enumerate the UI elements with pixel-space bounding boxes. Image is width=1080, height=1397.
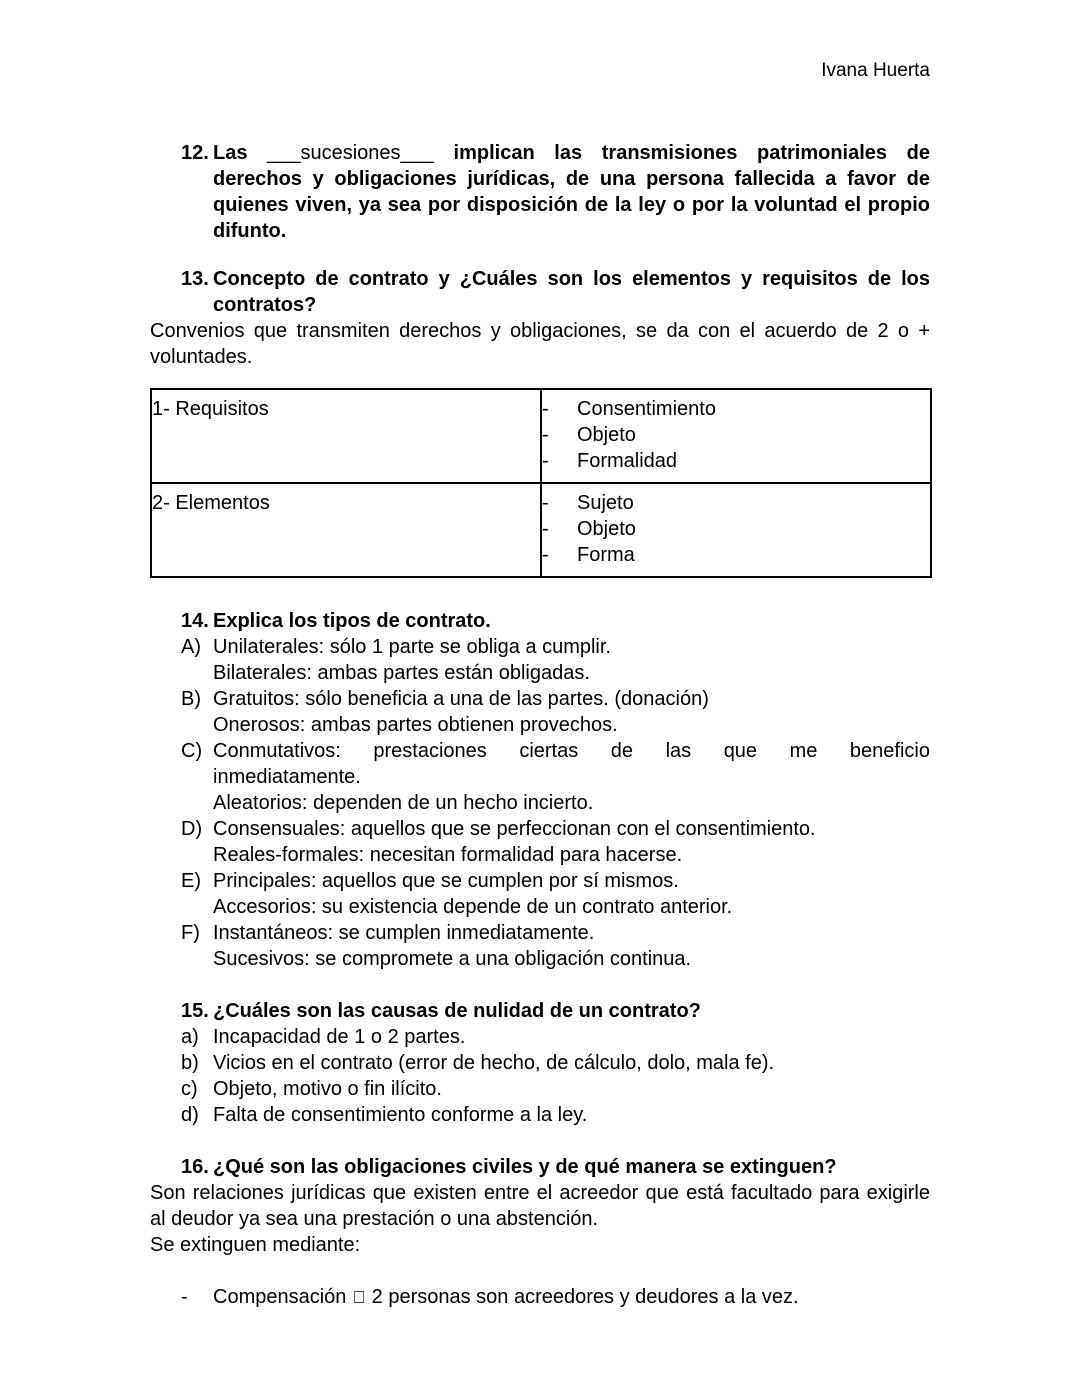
- table-row: [151, 483, 931, 577]
- list-item-text: [213, 634, 930, 686]
- table-item-text: Forma: [577, 544, 635, 566]
- list-item-E: [181, 868, 930, 920]
- question-12-lead: Las: [213, 142, 248, 164]
- list-item-c: [181, 1076, 930, 1102]
- list-item-label: c): [181, 1078, 198, 1100]
- line: Unilaterales: sólo 1 parte se obliga a cumplir.: [213, 636, 611, 658]
- line: Aleatorios: dependen de un hecho incierto.: [213, 792, 594, 814]
- table-item-text: Objeto: [577, 518, 636, 540]
- line: Consensuales: aquellos que se perfeccionan con el consentimiento.: [213, 818, 816, 840]
- line: inmediatamente.: [213, 766, 361, 788]
- line: Accesorios: su existencia depende de un contrato anterior.: [213, 896, 733, 918]
- table-list-item: [542, 542, 930, 568]
- table-list-item: [542, 448, 930, 474]
- list-item-B: [181, 686, 930, 738]
- list-item-text: [213, 738, 930, 816]
- extincion-bullet-item: [181, 1284, 930, 1310]
- question-16-subline: Se extinguen mediante:: [150, 1234, 361, 1256]
- dash-bullet: -: [542, 518, 549, 540]
- page-header-author: Ivana Huerta: [821, 60, 930, 81]
- table-row: [151, 389, 931, 483]
- line: Reales-formales: necesitan formalidad para hacerse.: [213, 844, 683, 866]
- list-item-D: [181, 816, 930, 868]
- question-15-number: 15.: [181, 1000, 209, 1022]
- question-15-heading: [181, 998, 930, 1024]
- question-12-body: implican las transmisiones patrimoniales de derechos y obligaciones jurídicas, de una persona fallecida a favor de quienes viven, ya sea por disposición de la ley o por la voluntad el propio difunto.: [213, 142, 930, 242]
- line: Vicios en el contrato (error de hecho, de cálculo, dolo, mala fe).: [213, 1052, 775, 1074]
- dash-bullet: -: [542, 492, 549, 514]
- line: Principales: aquellos que se cumplen por sí mismos.: [213, 870, 679, 892]
- table-item-text: Sujeto: [577, 492, 634, 514]
- table-item-text: Formalidad: [577, 450, 678, 472]
- question-16-number: 16.: [181, 1156, 209, 1178]
- list-item-C: [181, 738, 930, 816]
- question-12: [181, 140, 930, 244]
- question-16-title: ¿Qué son las obligaciones civiles y de qué manera se extinguen?: [213, 1156, 837, 1178]
- line: Bilaterales: ambas partes están obligadas.: [213, 662, 590, 684]
- bullet-post-text: 2 personas son acreedores y deudores a la vez.: [371, 1286, 799, 1308]
- question-13-heading: [181, 266, 930, 318]
- line: Gratuitos: sólo beneficia a una de las partes. (donación): [213, 688, 709, 710]
- list-item-d: [181, 1102, 930, 1128]
- question-14-title: Explica los tipos de contrato.: [213, 610, 491, 632]
- table-list-item: [542, 396, 930, 422]
- line: Onerosos: ambas partes obtienen provechos.: [213, 714, 618, 736]
- row-heading: 2- Elementos: [152, 492, 270, 514]
- dash-bullet: -: [542, 398, 549, 420]
- list-item-text: [213, 686, 930, 738]
- table-list-item: [542, 422, 930, 448]
- question-13-answer: Convenios que transmiten derechos y obligaciones, se da con el acuerdo de 2 o + voluntades.: [150, 320, 930, 368]
- question-13-number: 13.: [181, 268, 209, 290]
- requisitos-elementos-table: [150, 388, 932, 578]
- question-12-number: 12.: [181, 142, 209, 164]
- list-item-label: A): [181, 636, 201, 658]
- line: Incapacidad de 1 o 2 partes.: [213, 1026, 466, 1048]
- list-item-label: B): [181, 688, 201, 710]
- line: Sucesivos: se compromete a una obligación continua.: [213, 948, 692, 970]
- dash-bullet: -: [542, 424, 549, 446]
- table-list-item: [542, 516, 930, 542]
- table-cell-heading: [151, 483, 541, 577]
- list-item-text: [213, 920, 930, 972]
- question-13-title: Concepto de contrato y ¿Cuáles son los elementos y requisitos de los contratos?: [213, 268, 930, 316]
- question-12-text: [213, 140, 930, 244]
- bullet-pre-text: Compensación: [213, 1286, 347, 1308]
- list-item-label: E): [181, 870, 201, 892]
- table-list-item: [542, 490, 930, 516]
- list-item-label: a): [181, 1026, 199, 1048]
- list-item-text: [213, 868, 930, 920]
- fill-in-blank: ___sucesiones___: [267, 142, 434, 164]
- table-item-text: Consentimiento: [577, 398, 716, 420]
- dash-bullet: -: [542, 450, 549, 472]
- list-item-label: F): [181, 922, 200, 944]
- question-14-heading: [181, 608, 930, 634]
- dash-bullet: -: [181, 1286, 188, 1308]
- question-16-heading: [181, 1154, 930, 1180]
- question-16-answer: Son relaciones jurídicas que existen entre el acreedor que está facultado para exigirle al deudor ya sea una prestación o una abstención.: [150, 1182, 930, 1230]
- list-item-label: d): [181, 1104, 199, 1126]
- bullet-text: [213, 1284, 930, 1310]
- line: Objeto, motivo o fin ilícito.: [213, 1078, 442, 1100]
- line: Falta de consentimiento conforme a la ley.: [213, 1104, 588, 1126]
- missing-glyph-box: □: [354, 1286, 364, 1308]
- table-cell-items: [541, 389, 931, 483]
- dash-bullet: -: [542, 544, 549, 566]
- list-item-label: b): [181, 1052, 199, 1074]
- list-item-a: [181, 1024, 930, 1050]
- question-14-number: 14.: [181, 610, 209, 632]
- line: [213, 1284, 930, 1310]
- line: Instantáneos: se cumplen inmediatamente.: [213, 922, 595, 944]
- row-heading: 1- Requisitos: [152, 398, 269, 420]
- question-15-title: ¿Cuáles son las causas de nulidad de un contrato?: [213, 1000, 701, 1022]
- line: Conmutativos: prestaciones ciertas de las que me beneficio: [213, 740, 930, 762]
- list-item-label: C): [181, 740, 203, 762]
- list-item-text: [213, 816, 930, 868]
- list-item-label: D): [181, 818, 203, 840]
- list-item-b: [181, 1050, 930, 1076]
- table-cell-heading: [151, 389, 541, 483]
- table-cell-items: [541, 483, 931, 577]
- list-item-A: [181, 634, 930, 686]
- list-item-F: [181, 920, 930, 972]
- table-item-text: Objeto: [577, 424, 636, 446]
